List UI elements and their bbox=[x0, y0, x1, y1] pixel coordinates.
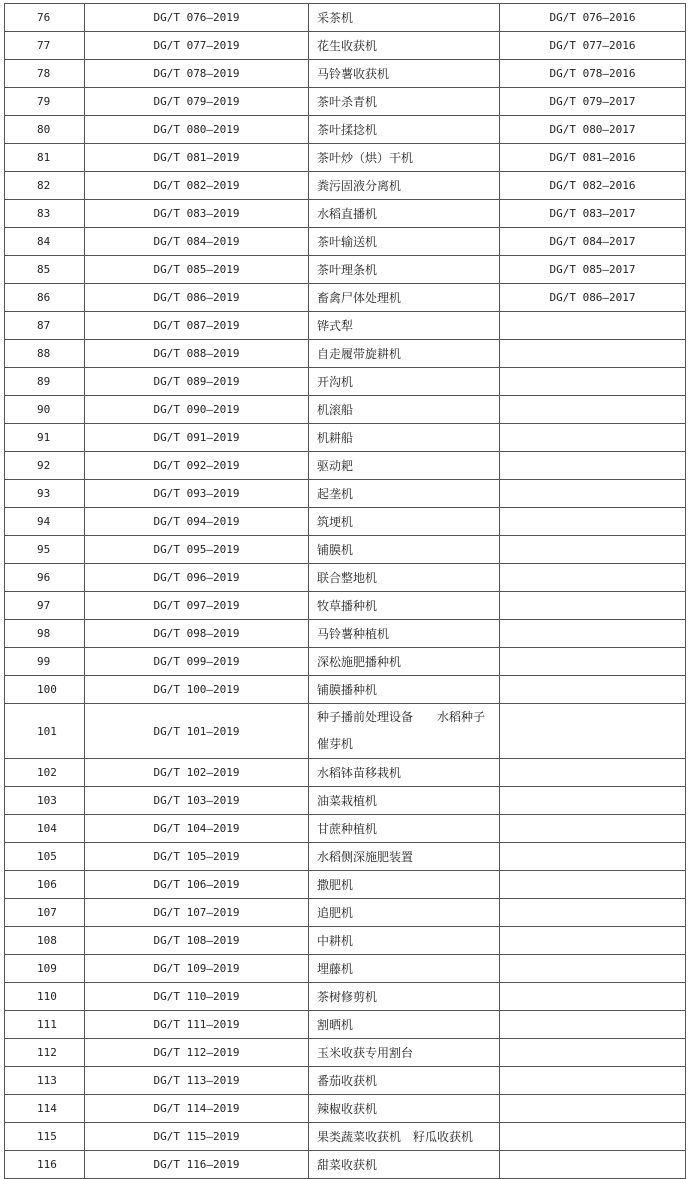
row-number: 89 bbox=[5, 368, 85, 396]
standard-name: 铺膜播种机 bbox=[309, 676, 500, 704]
standard-name: 铺膜机 bbox=[309, 536, 500, 564]
table-row bbox=[5, 172, 686, 200]
standard-code: DG/T 107—2019 bbox=[85, 899, 309, 927]
standard-code: DG/T 083—2019 bbox=[85, 200, 309, 228]
row-number: 82 bbox=[5, 172, 85, 200]
row-number: 95 bbox=[5, 536, 85, 564]
replaced-standard-code bbox=[500, 396, 686, 424]
standard-code: DG/T 093—2019 bbox=[85, 480, 309, 508]
standard-name: 花生收获机 bbox=[309, 32, 500, 60]
standard-name: 马铃薯收获机 bbox=[309, 60, 500, 88]
table-row bbox=[5, 564, 686, 592]
replaced-standard-code bbox=[500, 648, 686, 676]
standard-name: 中耕机 bbox=[309, 927, 500, 955]
table-row bbox=[5, 536, 686, 564]
table-row bbox=[5, 1095, 686, 1123]
replaced-standard-code bbox=[500, 1123, 686, 1151]
standard-name: 果类蔬菜收获机 籽瓜收获机 bbox=[309, 1123, 500, 1151]
replaced-standard-code bbox=[500, 704, 686, 759]
table-row bbox=[5, 116, 686, 144]
replaced-standard-code: DG/T 084—2017 bbox=[500, 228, 686, 256]
replaced-standard-code bbox=[500, 983, 686, 1011]
standard-code: DG/T 112—2019 bbox=[85, 1039, 309, 1067]
replaced-standard-code bbox=[500, 508, 686, 536]
standard-code: DG/T 110—2019 bbox=[85, 983, 309, 1011]
replaced-standard-code bbox=[500, 899, 686, 927]
standard-name: 驱动耙 bbox=[309, 452, 500, 480]
standard-name: 机滚船 bbox=[309, 396, 500, 424]
row-number: 99 bbox=[5, 648, 85, 676]
standard-code: DG/T 102—2019 bbox=[85, 759, 309, 787]
replaced-standard-code bbox=[500, 340, 686, 368]
standard-name: 番茄收获机 bbox=[309, 1067, 500, 1095]
standard-code: DG/T 078—2019 bbox=[85, 60, 309, 88]
table-row bbox=[5, 955, 686, 983]
row-number: 97 bbox=[5, 592, 85, 620]
standard-name: 甜菜收获机 bbox=[309, 1151, 500, 1179]
table-row bbox=[5, 256, 686, 284]
table-row bbox=[5, 899, 686, 927]
standard-name: 粪污固液分离机 bbox=[309, 172, 500, 200]
standard-code: DG/T 084—2019 bbox=[85, 228, 309, 256]
table-row bbox=[5, 759, 686, 787]
standard-code: DG/T 094—2019 bbox=[85, 508, 309, 536]
table-row bbox=[5, 228, 686, 256]
standard-code: DG/T 079—2019 bbox=[85, 88, 309, 116]
table-row bbox=[5, 871, 686, 899]
table-row bbox=[5, 452, 686, 480]
row-number: 90 bbox=[5, 396, 85, 424]
standard-name: 采茶机 bbox=[309, 4, 500, 32]
replaced-standard-code: DG/T 085—2017 bbox=[500, 256, 686, 284]
replaced-standard-code bbox=[500, 564, 686, 592]
table-row bbox=[5, 312, 686, 340]
replaced-standard-code: DG/T 081—2016 bbox=[500, 144, 686, 172]
replaced-standard-code bbox=[500, 1095, 686, 1123]
table-row bbox=[5, 88, 686, 116]
standard-code: DG/T 108—2019 bbox=[85, 927, 309, 955]
standard-name: 割晒机 bbox=[309, 1011, 500, 1039]
standard-code: DG/T 111—2019 bbox=[85, 1011, 309, 1039]
standard-name: 筑埂机 bbox=[309, 508, 500, 536]
standard-code: DG/T 096—2019 bbox=[85, 564, 309, 592]
replaced-standard-code bbox=[500, 1151, 686, 1179]
standard-name: 联合整地机 bbox=[309, 564, 500, 592]
standard-name: 茶叶理条机 bbox=[309, 256, 500, 284]
table-row bbox=[5, 787, 686, 815]
standard-code: DG/T 087—2019 bbox=[85, 312, 309, 340]
replaced-standard-code: DG/T 083—2017 bbox=[500, 200, 686, 228]
table-row bbox=[5, 1067, 686, 1095]
replaced-standard-code bbox=[500, 955, 686, 983]
row-number: 83 bbox=[5, 200, 85, 228]
row-number: 84 bbox=[5, 228, 85, 256]
standard-code: DG/T 113—2019 bbox=[85, 1067, 309, 1095]
table-row bbox=[5, 4, 686, 32]
table-row bbox=[5, 340, 686, 368]
standard-code: DG/T 097—2019 bbox=[85, 592, 309, 620]
row-number: 110 bbox=[5, 983, 85, 1011]
row-number: 113 bbox=[5, 1067, 85, 1095]
standard-name: 追肥机 bbox=[309, 899, 500, 927]
table-row bbox=[5, 508, 686, 536]
replaced-standard-code: DG/T 079—2017 bbox=[500, 88, 686, 116]
table-row bbox=[5, 843, 686, 871]
standard-code: DG/T 080—2019 bbox=[85, 116, 309, 144]
standard-name: 开沟机 bbox=[309, 368, 500, 396]
standard-name: 茶叶炒（烘）干机 bbox=[309, 144, 500, 172]
row-number: 88 bbox=[5, 340, 85, 368]
table-row bbox=[5, 396, 686, 424]
standard-code: DG/T 104—2019 bbox=[85, 815, 309, 843]
standard-code: DG/T 115—2019 bbox=[85, 1123, 309, 1151]
replaced-standard-code bbox=[500, 1067, 686, 1095]
table-row bbox=[5, 480, 686, 508]
replaced-standard-code bbox=[500, 871, 686, 899]
standard-code: DG/T 085—2019 bbox=[85, 256, 309, 284]
standard-code: DG/T 099—2019 bbox=[85, 648, 309, 676]
table-row bbox=[5, 983, 686, 1011]
standard-name: 埋藤机 bbox=[309, 955, 500, 983]
standard-name: 茶叶揉捻机 bbox=[309, 116, 500, 144]
table-row bbox=[5, 704, 686, 759]
row-number: 91 bbox=[5, 424, 85, 452]
replaced-standard-code bbox=[500, 312, 686, 340]
row-number: 112 bbox=[5, 1039, 85, 1067]
replaced-standard-code bbox=[500, 452, 686, 480]
standard-name: 辣椒收获机 bbox=[309, 1095, 500, 1123]
table-row bbox=[5, 368, 686, 396]
row-number: 80 bbox=[5, 116, 85, 144]
standard-name: 牧草播种机 bbox=[309, 592, 500, 620]
replaced-standard-code bbox=[500, 927, 686, 955]
standard-code: DG/T 095—2019 bbox=[85, 536, 309, 564]
standard-name: 自走履带旋耕机 bbox=[309, 340, 500, 368]
row-number: 78 bbox=[5, 60, 85, 88]
replaced-standard-code bbox=[500, 368, 686, 396]
standard-code: DG/T 105—2019 bbox=[85, 843, 309, 871]
standard-name: 马铃薯种植机 bbox=[309, 620, 500, 648]
table-row bbox=[5, 1123, 686, 1151]
row-number: 101 bbox=[5, 704, 85, 759]
replaced-standard-code bbox=[500, 480, 686, 508]
table-row bbox=[5, 620, 686, 648]
standard-code: DG/T 101—2019 bbox=[85, 704, 309, 759]
table-row bbox=[5, 32, 686, 60]
row-number: 79 bbox=[5, 88, 85, 116]
row-number: 85 bbox=[5, 256, 85, 284]
table-row bbox=[5, 927, 686, 955]
standard-name: 水稻侧深施肥装置 bbox=[309, 843, 500, 871]
standard-code: DG/T 109—2019 bbox=[85, 955, 309, 983]
replaced-standard-code bbox=[500, 424, 686, 452]
replaced-standard-code bbox=[500, 676, 686, 704]
standards-table-body bbox=[5, 4, 686, 1179]
standard-code: DG/T 098—2019 bbox=[85, 620, 309, 648]
standard-code: DG/T 114—2019 bbox=[85, 1095, 309, 1123]
standard-code: DG/T 089—2019 bbox=[85, 368, 309, 396]
row-number: 96 bbox=[5, 564, 85, 592]
standard-code: DG/T 116—2019 bbox=[85, 1151, 309, 1179]
row-number: 77 bbox=[5, 32, 85, 60]
row-number: 104 bbox=[5, 815, 85, 843]
table-row bbox=[5, 1039, 686, 1067]
row-number: 86 bbox=[5, 284, 85, 312]
row-number: 105 bbox=[5, 843, 85, 871]
standard-code: DG/T 106—2019 bbox=[85, 871, 309, 899]
row-number: 94 bbox=[5, 508, 85, 536]
standard-code: DG/T 100—2019 bbox=[85, 676, 309, 704]
standards-table bbox=[4, 3, 686, 1179]
row-number: 106 bbox=[5, 871, 85, 899]
table-row bbox=[5, 60, 686, 88]
standard-name: 甘蔗种植机 bbox=[309, 815, 500, 843]
row-number: 115 bbox=[5, 1123, 85, 1151]
replaced-standard-code: DG/T 077—2016 bbox=[500, 32, 686, 60]
standard-name: 深松施肥播种机 bbox=[309, 648, 500, 676]
replaced-standard-code bbox=[500, 592, 686, 620]
table-row bbox=[5, 424, 686, 452]
table-row bbox=[5, 1011, 686, 1039]
standard-code: DG/T 076—2019 bbox=[85, 4, 309, 32]
row-number: 98 bbox=[5, 620, 85, 648]
table-row bbox=[5, 592, 686, 620]
row-number: 93 bbox=[5, 480, 85, 508]
standard-name: 水稻直播机 bbox=[309, 200, 500, 228]
table-row bbox=[5, 284, 686, 312]
standard-code: DG/T 081—2019 bbox=[85, 144, 309, 172]
row-number: 108 bbox=[5, 927, 85, 955]
standard-code: DG/T 090—2019 bbox=[85, 396, 309, 424]
standard-code: DG/T 077—2019 bbox=[85, 32, 309, 60]
standard-code: DG/T 086—2019 bbox=[85, 284, 309, 312]
row-number: 100 bbox=[5, 676, 85, 704]
standard-name: 种子播前处理设备 水稻种子催芽机 bbox=[309, 704, 500, 759]
row-number: 76 bbox=[5, 4, 85, 32]
standard-code: DG/T 088—2019 bbox=[85, 340, 309, 368]
standard-name: 玉米收获专用割台 bbox=[309, 1039, 500, 1067]
standard-name: 茶叶输送机 bbox=[309, 228, 500, 256]
replaced-standard-code bbox=[500, 1039, 686, 1067]
table-row bbox=[5, 815, 686, 843]
standard-code: DG/T 103—2019 bbox=[85, 787, 309, 815]
row-number: 114 bbox=[5, 1095, 85, 1123]
standard-code: DG/T 091—2019 bbox=[85, 424, 309, 452]
table-row bbox=[5, 200, 686, 228]
replaced-standard-code bbox=[500, 536, 686, 564]
replaced-standard-code: DG/T 086—2017 bbox=[500, 284, 686, 312]
standard-name: 油菜栽植机 bbox=[309, 787, 500, 815]
replaced-standard-code bbox=[500, 1011, 686, 1039]
replaced-standard-code bbox=[500, 815, 686, 843]
replaced-standard-code: DG/T 076—2016 bbox=[500, 4, 686, 32]
standard-name: 茶树修剪机 bbox=[309, 983, 500, 1011]
standard-name: 茶叶杀青机 bbox=[309, 88, 500, 116]
standard-code: DG/T 092—2019 bbox=[85, 452, 309, 480]
row-number: 109 bbox=[5, 955, 85, 983]
row-number: 92 bbox=[5, 452, 85, 480]
replaced-standard-code: DG/T 078—2016 bbox=[500, 60, 686, 88]
table-row bbox=[5, 144, 686, 172]
row-number: 87 bbox=[5, 312, 85, 340]
row-number: 116 bbox=[5, 1151, 85, 1179]
replaced-standard-code bbox=[500, 843, 686, 871]
standard-name: 机耕船 bbox=[309, 424, 500, 452]
replaced-standard-code bbox=[500, 620, 686, 648]
standard-name: 畜禽尸体处理机 bbox=[309, 284, 500, 312]
table-row bbox=[5, 676, 686, 704]
replaced-standard-code bbox=[500, 759, 686, 787]
row-number: 107 bbox=[5, 899, 85, 927]
standard-name: 起垄机 bbox=[309, 480, 500, 508]
standard-name: 水稻钵苗移栽机 bbox=[309, 759, 500, 787]
row-number: 81 bbox=[5, 144, 85, 172]
row-number: 111 bbox=[5, 1011, 85, 1039]
replaced-standard-code: DG/T 080—2017 bbox=[500, 116, 686, 144]
row-number: 103 bbox=[5, 787, 85, 815]
standard-code: DG/T 082—2019 bbox=[85, 172, 309, 200]
row-number: 102 bbox=[5, 759, 85, 787]
replaced-standard-code bbox=[500, 787, 686, 815]
table-row bbox=[5, 1151, 686, 1179]
standard-name: 撒肥机 bbox=[309, 871, 500, 899]
standard-name: 铧式犁 bbox=[309, 312, 500, 340]
table-row bbox=[5, 648, 686, 676]
replaced-standard-code: DG/T 082—2016 bbox=[500, 172, 686, 200]
